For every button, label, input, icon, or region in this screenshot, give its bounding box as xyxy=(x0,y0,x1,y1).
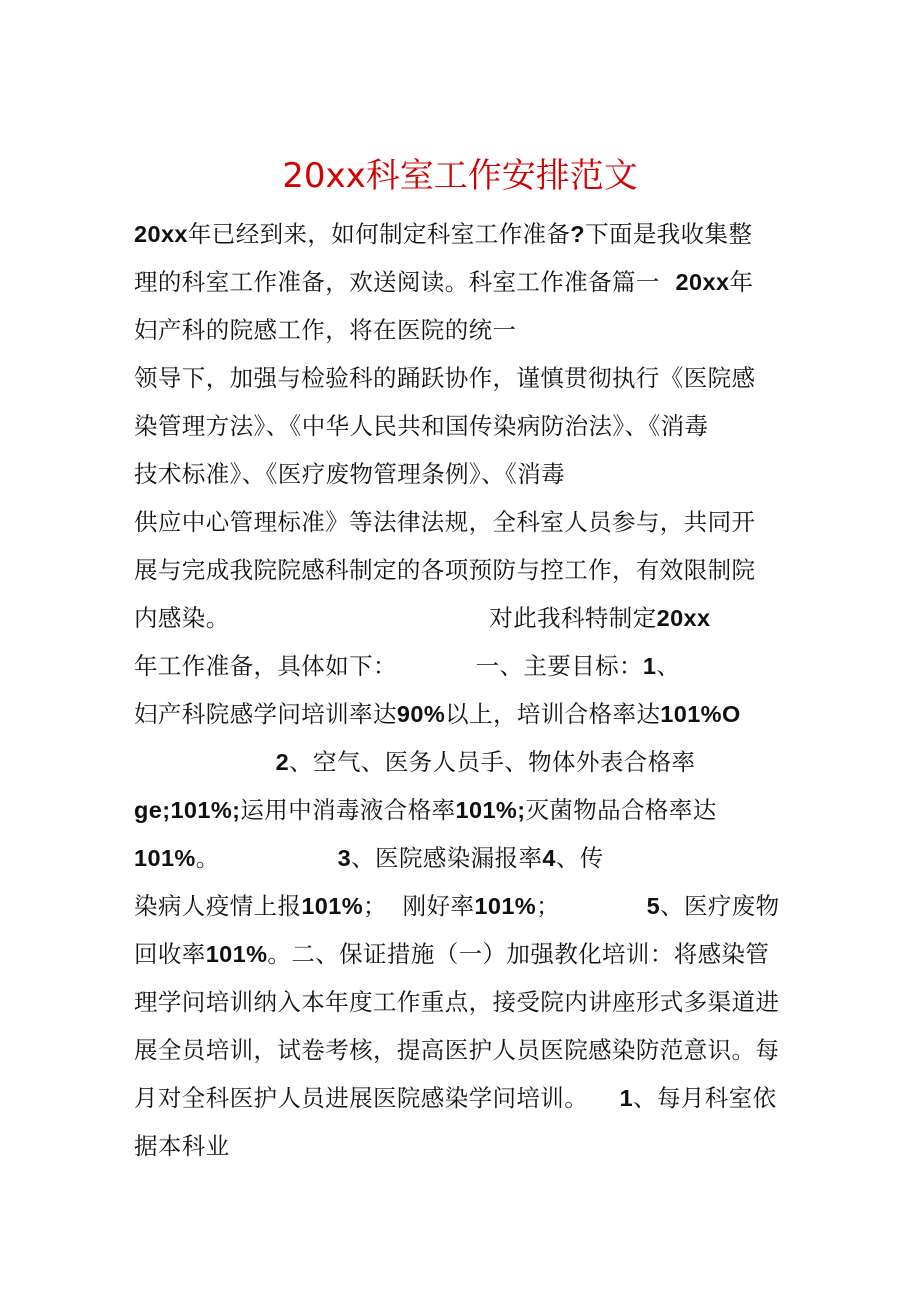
body-line: 技术标准》、《医疗废物管理条例》、《消毒 xyxy=(134,460,565,488)
body-line: 月对全科医护人员进展医院感染学问培训。 1、每月科室依 xyxy=(134,1084,777,1112)
body-line: 妇产科院感学问培训率达90%以上，培训合格率达101%O xyxy=(134,700,741,728)
document-title: 20xx科室工作安排范文 xyxy=(282,156,638,196)
body-line: 染管理方法》、《中华人民共和国传染病防治法》、《消毒 xyxy=(134,412,709,440)
body-line: 20xx年已经到来，如何制定科室工作准备?下面是我收集整 xyxy=(134,220,753,248)
body-line: 年工作准备，具体如下： 一、主要目标：1、 xyxy=(134,652,681,680)
body-line: 内感染。 对此我科特制定20xx xyxy=(134,604,711,632)
body-line: 供应中心管理标准》等法律法规，全科室人员参与，共同开 xyxy=(134,508,756,536)
body-line: 妇产科的院感工作，将在医院的统一 xyxy=(134,316,517,344)
document-body xyxy=(134,210,814,1170)
body-line: 展全员培训，试卷考核，提高医护人员医院感染防范意识。每 xyxy=(134,1036,780,1064)
body-line: 据本科业 xyxy=(134,1132,230,1160)
body-line: 展与完成我院院感科制定的各项预防与控工作，有效限制院 xyxy=(134,556,756,584)
body-line: 理的科室工作准备，欢送阅读。科室工作准备篇一 20xx年 xyxy=(134,268,754,296)
body-line: 101%。 3、医院感染漏报率4、传 xyxy=(134,844,604,872)
body-line: ge;101%;运用中消毒液合格率101%;灭菌物品合格率达 xyxy=(134,796,717,824)
body-line: 理学问培训纳入本年度工作重点，接受院内讲座形式多渠道进 xyxy=(134,988,780,1016)
body-line: 染病人疫情上报101%； 刚好率101%； 5、医疗废物 xyxy=(134,892,780,920)
body-line: 领导下，加强与检验科的踊跃协作，谨慎贯彻执行《医院感 xyxy=(134,364,756,392)
body-line: 2、空气、医务人员手、物体外表合格率 xyxy=(275,748,696,776)
body-line: 回收率101%。二、保证措施（一）加强教化培训：将感染管 xyxy=(134,940,770,968)
